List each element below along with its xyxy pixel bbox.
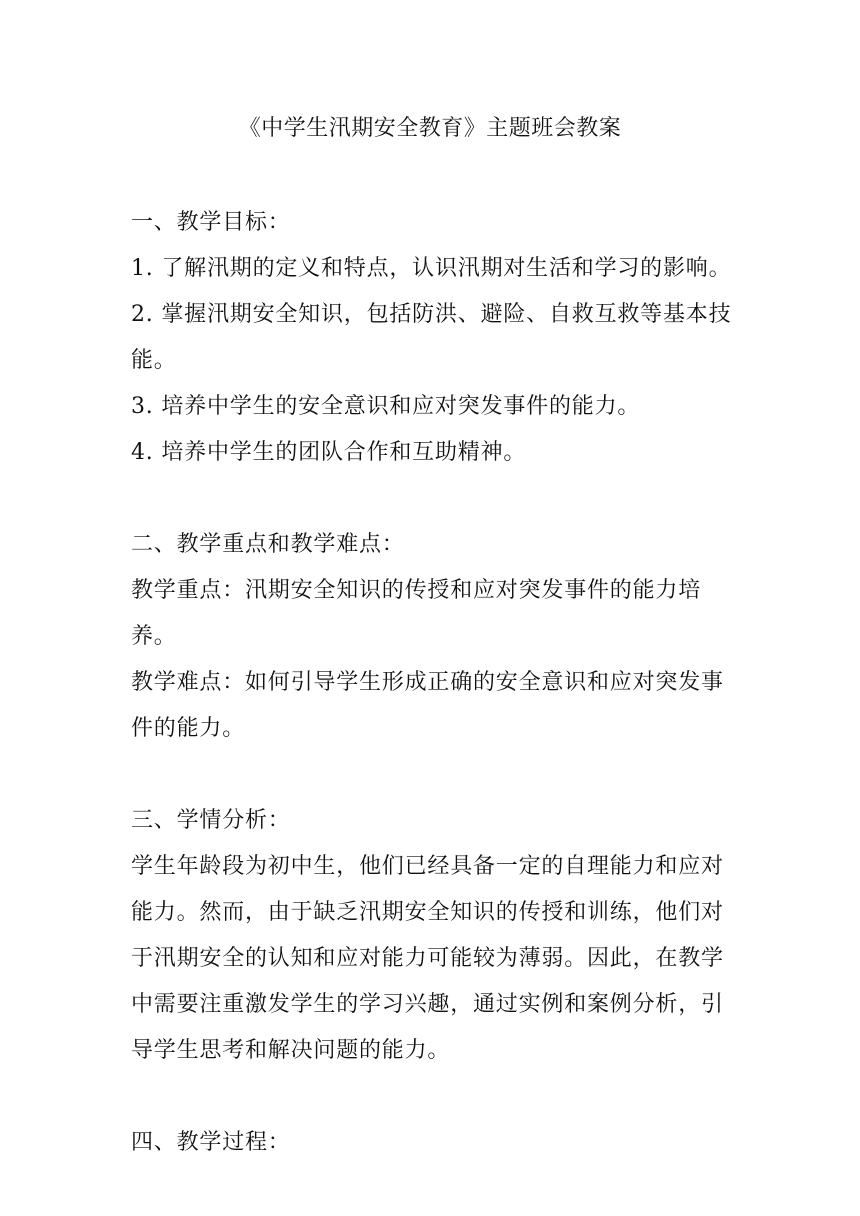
section-heading-key-points: 二、教学重点和教学难点： bbox=[131, 532, 405, 557]
section-heading-analysis: 三、学情分析： bbox=[131, 808, 291, 833]
teaching-difficulty: 教学难点：如何引导学生形成正确的安全意识和应对突发事件的能力。 bbox=[131, 670, 724, 741]
document-title: 《中学生汛期安全教育》主题班会教案 bbox=[238, 116, 622, 141]
section-spacer bbox=[131, 752, 743, 798]
objective-item: 4. 培养中学生的团队合作和互助精神。 bbox=[131, 440, 527, 465]
objective-item: 3. 培养中学生的安全意识和应对突发事件的能力。 bbox=[131, 394, 641, 419]
section-heading-process: 四、教学过程： bbox=[131, 1130, 291, 1155]
analysis-paragraph: 学生年龄段为初中生，他们已经具备一定的自理能力和应对能力。然而，由于缺乏汛期安全知识的传授和训练，他们对于汛期安全的认知和应对能力可能较为薄弱。因此，在教学中需要注重激发学生的学习兴趣，通过实例和案例分析，引导学生思考和解决问题的能力。 bbox=[131, 854, 724, 1063]
objective-item: 1. 了解汛期的定义和特点，认识汛期对生活和学习的影响。 bbox=[131, 256, 732, 281]
document-body bbox=[131, 200, 743, 1166]
objective-item: 2. 掌握汛期安全知识，包括防洪、避险、自救互救等基本技能。 bbox=[131, 302, 732, 373]
section-spacer bbox=[131, 476, 743, 522]
teaching-focus: 教学重点：汛期安全知识的传授和应对突发事件的能力培养。 bbox=[131, 578, 702, 649]
section-heading-objectives: 一、教学目标： bbox=[131, 210, 291, 235]
section-spacer bbox=[131, 1074, 743, 1120]
